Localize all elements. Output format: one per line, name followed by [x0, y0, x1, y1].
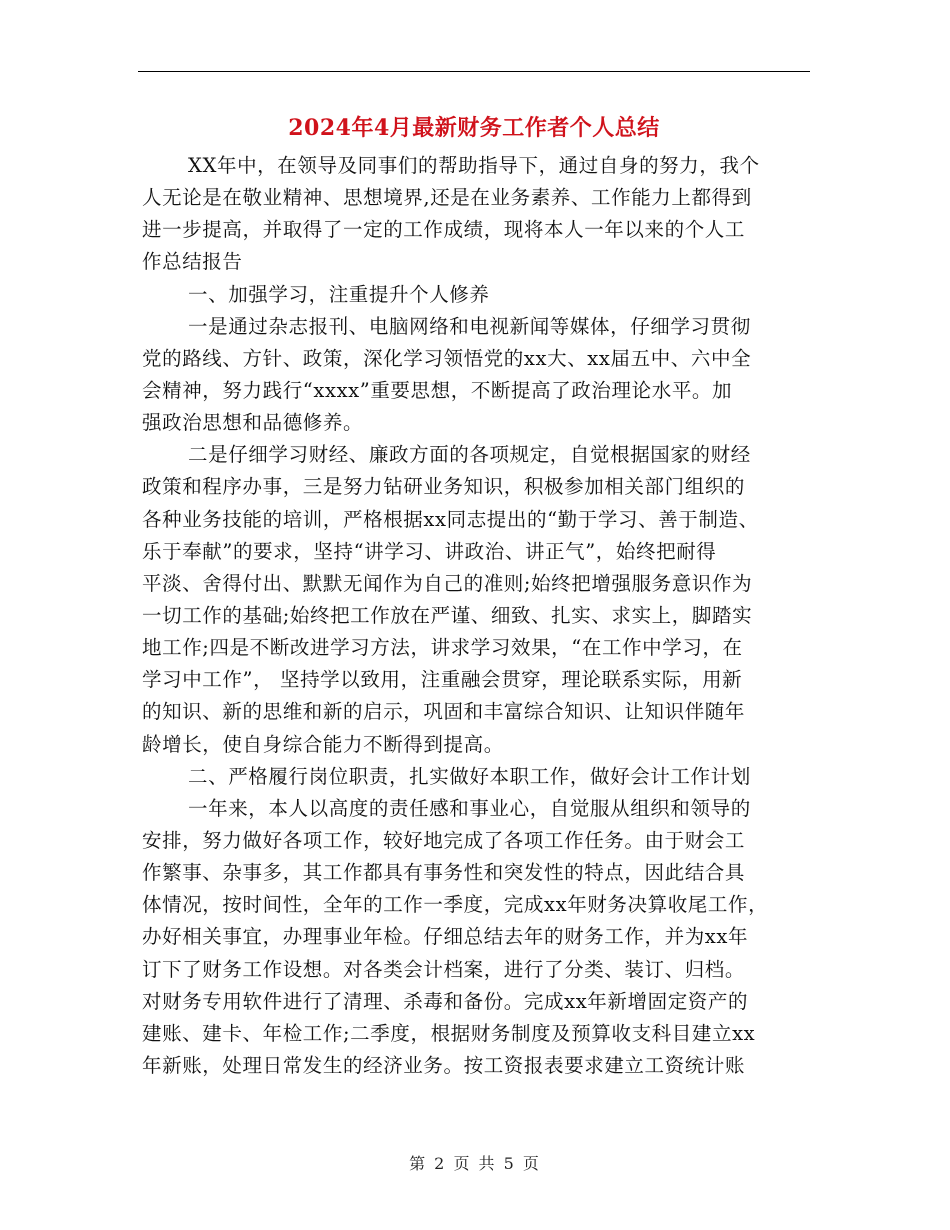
text-line: 强政治思想和品德修养。: [142, 411, 364, 435]
text-line: 作总结报告: [142, 250, 243, 274]
text-line: 一切工作的基础;始终把工作放在严谨、细致、扎实、求实上，脚踏实: [142, 603, 753, 627]
text-line: 平淡、舍得付出、默默无闻作为自己的准则;始终把增强服务意识作为: [142, 571, 753, 595]
text-line: 人无论是在敬业精神、思想境界,还是在业务素养、工作能力上都得到: [142, 186, 752, 210]
text-line: 建账、建卡、年检工作;二季度，根据财务制度及预算收支科目建立xx: [142, 1021, 756, 1045]
text-line: 政策和程序办事，三是努力钻研业务知识，积极参加相关部门组织的: [142, 475, 746, 499]
text-line: 年新账，处理日常发生的经济业务。按工资报表要求建立工资统计账: [142, 1053, 746, 1077]
page-number-footer: 第 2 页 共 5 页: [409, 1154, 541, 1173]
text-line: 会精神，努力践行“xxxx”重要思想，不断提高了政治理论水平。加: [142, 378, 733, 402]
text-line: 二、严格履行岗位职责，扎实做好本职工作，做好会计工作计划: [188, 764, 751, 788]
text-line: 龄增长，使自身综合能力不断得到提高。: [142, 732, 504, 756]
text-line: 学习中工作”， 坚持学以致用，注重融会贯穿，理论联系实际，用新: [142, 668, 743, 692]
document-title: 2024年4月最新财务工作者个人总结: [288, 115, 660, 141]
text-line: 党的路线、方针、政策，深化学习领悟党的xx大、xx届五中、六中全: [142, 346, 752, 370]
text-line: 进一步提高，并取得了一定的工作成绩，现将本人一年以来的个人工: [142, 218, 746, 242]
document-body: [142, 150, 810, 1082]
text-line: 体情况，按时间性，全年的工作一季度，完成xx年财务决算收尾工作，: [142, 893, 769, 917]
text-line: 各种业务技能的培训，严格根据xx同志提出的“勤于学习、善于制造、: [142, 507, 759, 531]
text-line: 二是仔细学习财经、廉政方面的各项规定，自觉根据国家的财经: [188, 443, 751, 467]
text-line: 办好相关事宜，办理事业年检。仔细总结去年的财务工作，并为xx年: [142, 925, 749, 949]
text-line: 订下了财务工作设想。对各类会计档案，进行了分类、装订、归档。: [142, 957, 746, 981]
text-line: 乐于奉献”的要求，坚持“讲学习、讲政治、讲正气”，始终把耐得: [142, 539, 717, 563]
text-line: 对财务专用软件进行了清理、杀毒和备份。完成xx年新增固定资产的: [142, 989, 749, 1013]
text-line: 一是通过杂志报刊、电脑网络和电视新闻等媒体，仔细学习贯彻: [188, 314, 751, 338]
text-line: 地工作;四是不断改进学习方法，讲求学习效果，“在工作中学习，在: [142, 636, 743, 660]
text-line: 一年来，本人以高度的责任感和事业心，自觉服从组织和领导的: [188, 796, 751, 820]
text-line: 一、加强学习，注重提升个人修养: [188, 282, 490, 306]
text-line: 的知识、新的思维和新的启示，巩固和丰富综合知识、让知识伴随年: [142, 700, 746, 724]
header-rule: [138, 71, 810, 72]
text-line: XX年中，在领导及同事们的帮助指导下，通过自身的努力，我个: [188, 154, 760, 177]
text-line: 作繁事、杂事多，其工作都具有事务性和突发性的特点，因此结合具: [142, 861, 746, 885]
text-line: 安排，努力做好各项工作，较好地完成了各项工作任务。由于财会工: [142, 828, 746, 852]
